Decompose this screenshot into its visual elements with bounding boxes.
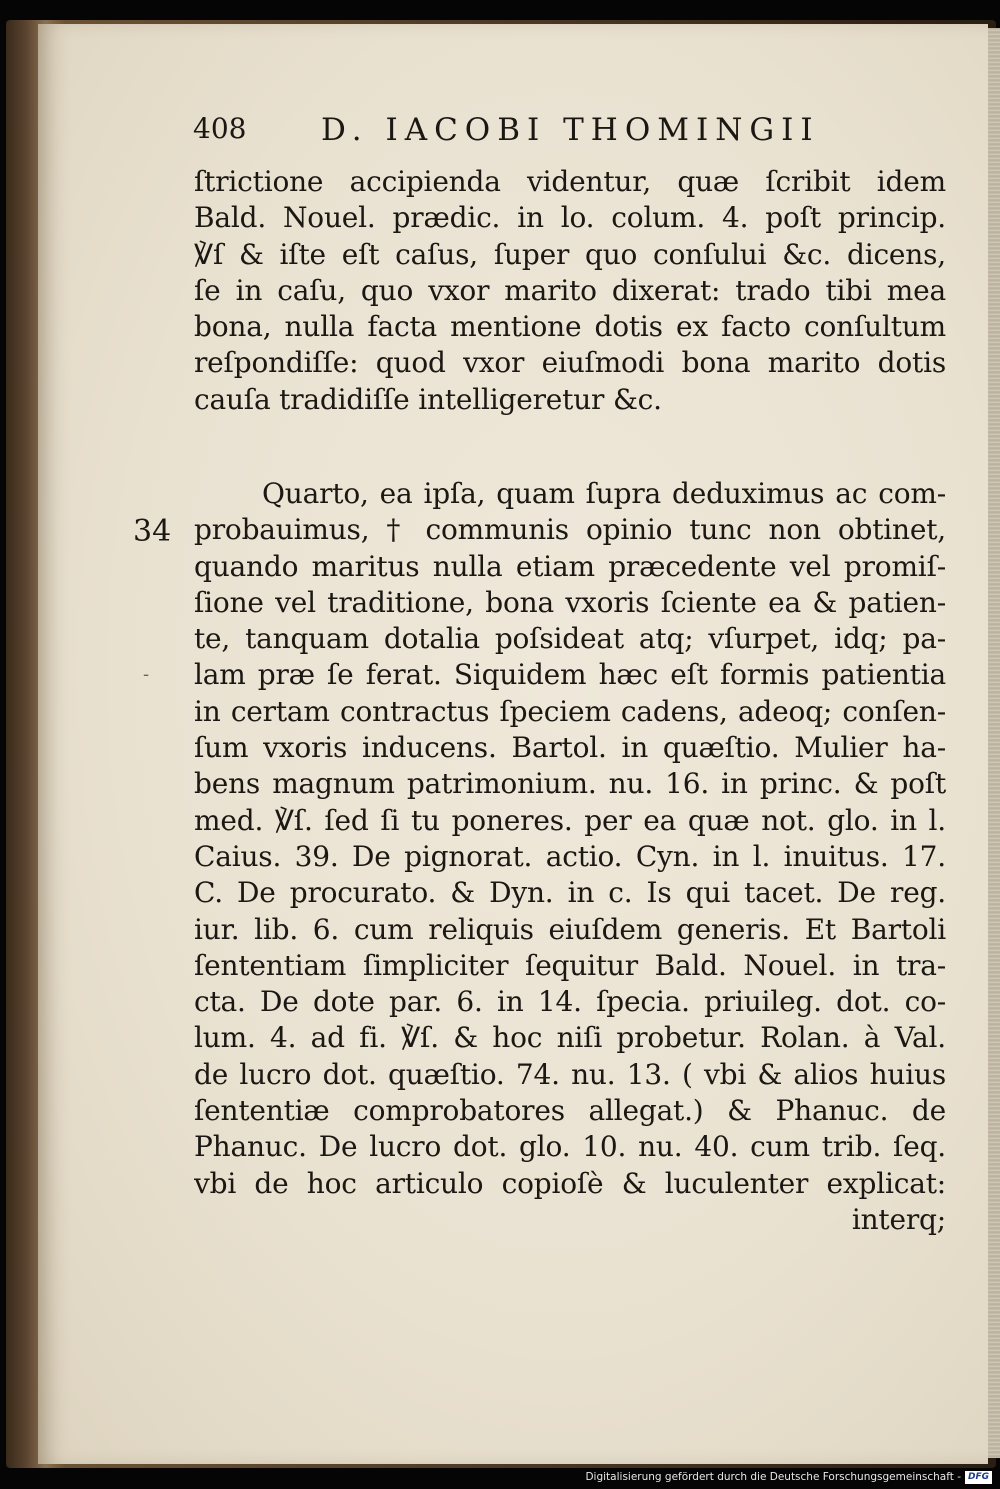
book-page: [38, 24, 988, 1464]
text-line: quando maritus nulla etiam præcedente vel promiſ-: [194, 549, 946, 583]
margin-mark: -: [143, 664, 150, 685]
running-title: D. IACOBI THOMINGII: [321, 112, 820, 148]
text-line: ſione vel traditione, bona vxoris ſciente ea & patien-: [194, 585, 946, 619]
text-line: vbi de hoc articulo copioſè & luculenter explicat:: [194, 1166, 946, 1200]
text-line: Caius. 39. De pignorat. actio. Cyn. in l. inuitus. 17.: [194, 839, 946, 873]
text-line: Phanuc. De lucro dot. glo. 10. nu. 40. cum trib. ſeq.: [194, 1130, 946, 1164]
page-header: [193, 112, 913, 152]
text-line: probauimus, † communis opinio tunc non obtinet,: [194, 513, 946, 547]
text-line: ſe in caſu, quo vxor marito dixerat: trado tibi mea: [194, 273, 946, 307]
page-block-edge: [986, 28, 1000, 1458]
dfg-logo: DFG: [965, 1471, 992, 1484]
text-line: cauſa tradidiſſe intelligeretur &c.: [194, 382, 662, 416]
page-number: 408: [193, 112, 247, 145]
text-line: C. De procurato. & Dyn. in c. Is qui tacet. De reg.: [194, 876, 946, 910]
paragraph-2: [194, 476, 946, 1238]
text-line: lam præ ſe ferat. Siquidem hæc eſt formis patientia: [194, 658, 946, 692]
catchword: interq;: [851, 1202, 946, 1236]
text-line: bens magnum patrimonium. nu. 16. in princ. & poſt: [194, 767, 946, 801]
text-line: bona, nulla facta mentione dotis ex facto conſultum: [194, 310, 946, 344]
text-line: ſententiæ comprobatores allegat.) & Phanuc. de: [194, 1094, 946, 1128]
text-line: reſpondiſſe: quod vxor eiuſmodi bona marito dotis: [194, 346, 946, 380]
text-line: de lucro dot. quæſtio. 74. nu. 13. ( vbi & alios huius: [194, 1057, 946, 1091]
text-line: te, tanquam dotalia poſsideat atq; vſurpet, idq; pa-: [194, 622, 946, 656]
text-line: ℣ſ & iſte eſt caſus, ſuper quo conſului &c. dicens,: [194, 237, 946, 271]
margin-note-number: 34: [133, 514, 172, 549]
digitization-footer: [585, 1469, 992, 1485]
text-line: med. ℣ſ. ſed ſi tu poneres. per ea quæ not. glo. in l.: [194, 803, 946, 837]
footer-credit: Digitalisierung gefördert durch die Deutsche Forschungsgemeinschaft -: [585, 1471, 961, 1483]
text-line: ſum vxoris inducens. Bartol. in quæſtio. Mulier ha-: [194, 731, 946, 765]
text-line: ſententiam ſimpliciter ſequitur Bald. Nouel. in tra-: [194, 948, 946, 982]
text-line: Bald. Nouel. prædic. in lo. colum. 4. poſt princip.: [194, 201, 946, 235]
text-line: ſtrictione accipienda videntur, quæ ſcribit idem: [194, 165, 946, 198]
text-line: cta. De dote par. 6. in 14. ſpecia. priuileg. dot. co-: [194, 985, 946, 1019]
text-line: in certam contractus ſpeciem cadens, adeoq; conſen-: [194, 694, 946, 728]
text-line: iur. lib. 6. cum reliquis eiuſdem generis. Et Bartoli: [194, 912, 946, 946]
text-line: lum. 4. ad fi. ℣ſ. & hoc niſi probetur. Rolan. à Val.: [194, 1021, 946, 1055]
text-line: Quarto, ea ipſa, quam ſupra deduximus ac com-: [262, 477, 946, 510]
paragraph-1: [194, 164, 946, 418]
